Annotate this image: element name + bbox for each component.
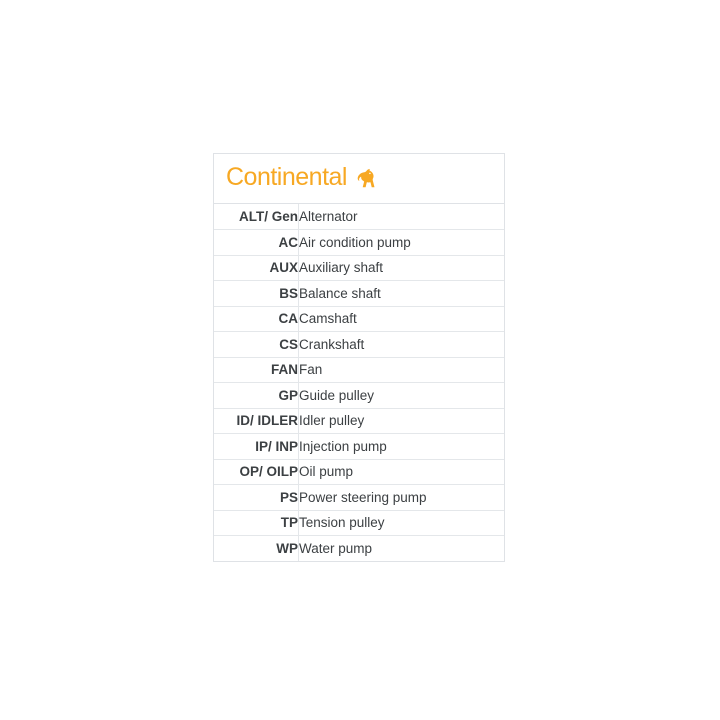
description-cell: Balance shaft [299, 281, 505, 307]
abbreviation-cell: BS [214, 281, 299, 307]
description-cell: Air condition pump [299, 230, 505, 256]
table-row [214, 281, 504, 307]
abbreviation-cell: FAN [214, 357, 299, 383]
abbreviation-cell: ID/ IDLER [214, 408, 299, 434]
table-row [214, 332, 504, 358]
description-cell: Idler pulley [299, 408, 505, 434]
description-cell: Auxiliary shaft [299, 255, 505, 281]
abbreviation-cell: CS [214, 332, 299, 358]
table-row [214, 434, 504, 460]
legend-card [213, 153, 505, 562]
table-row [214, 408, 504, 434]
abbreviation-cell: GP [214, 383, 299, 409]
abbreviation-cell: IP/ INP [214, 434, 299, 460]
table-row [214, 357, 504, 383]
description-cell: Injection pump [299, 434, 505, 460]
description-cell: Oil pump [299, 459, 505, 485]
table-row [214, 485, 504, 511]
abbreviation-cell: CA [214, 306, 299, 332]
table-row [214, 255, 504, 281]
abbreviation-cell: ALT/ Gen [214, 204, 299, 230]
description-cell: Crankshaft [299, 332, 505, 358]
table-row [214, 459, 504, 485]
table-row [214, 510, 504, 536]
brand-header [214, 154, 504, 204]
brand-wordmark: Continental [226, 163, 347, 191]
continental-horse-logo-icon [351, 166, 377, 192]
table-row [214, 536, 504, 562]
description-cell: Guide pulley [299, 383, 505, 409]
table-row [214, 383, 504, 409]
description-cell: Power steering pump [299, 485, 505, 511]
abbreviation-cell: AC [214, 230, 299, 256]
abbreviation-cell: OP/ OILP [214, 459, 299, 485]
description-cell: Tension pulley [299, 510, 505, 536]
abbreviation-cell: AUX [214, 255, 299, 281]
abbreviation-cell: PS [214, 485, 299, 511]
description-cell: Camshaft [299, 306, 505, 332]
abbreviation-table-body [214, 204, 504, 561]
table-row [214, 204, 504, 230]
description-cell: Water pump [299, 536, 505, 562]
abbreviation-cell: TP [214, 510, 299, 536]
description-cell: Fan [299, 357, 505, 383]
table-row [214, 306, 504, 332]
abbreviation-cell: WP [214, 536, 299, 562]
description-cell: Alternator [299, 209, 358, 224]
abbreviation-table [214, 204, 504, 561]
table-row [214, 230, 504, 256]
